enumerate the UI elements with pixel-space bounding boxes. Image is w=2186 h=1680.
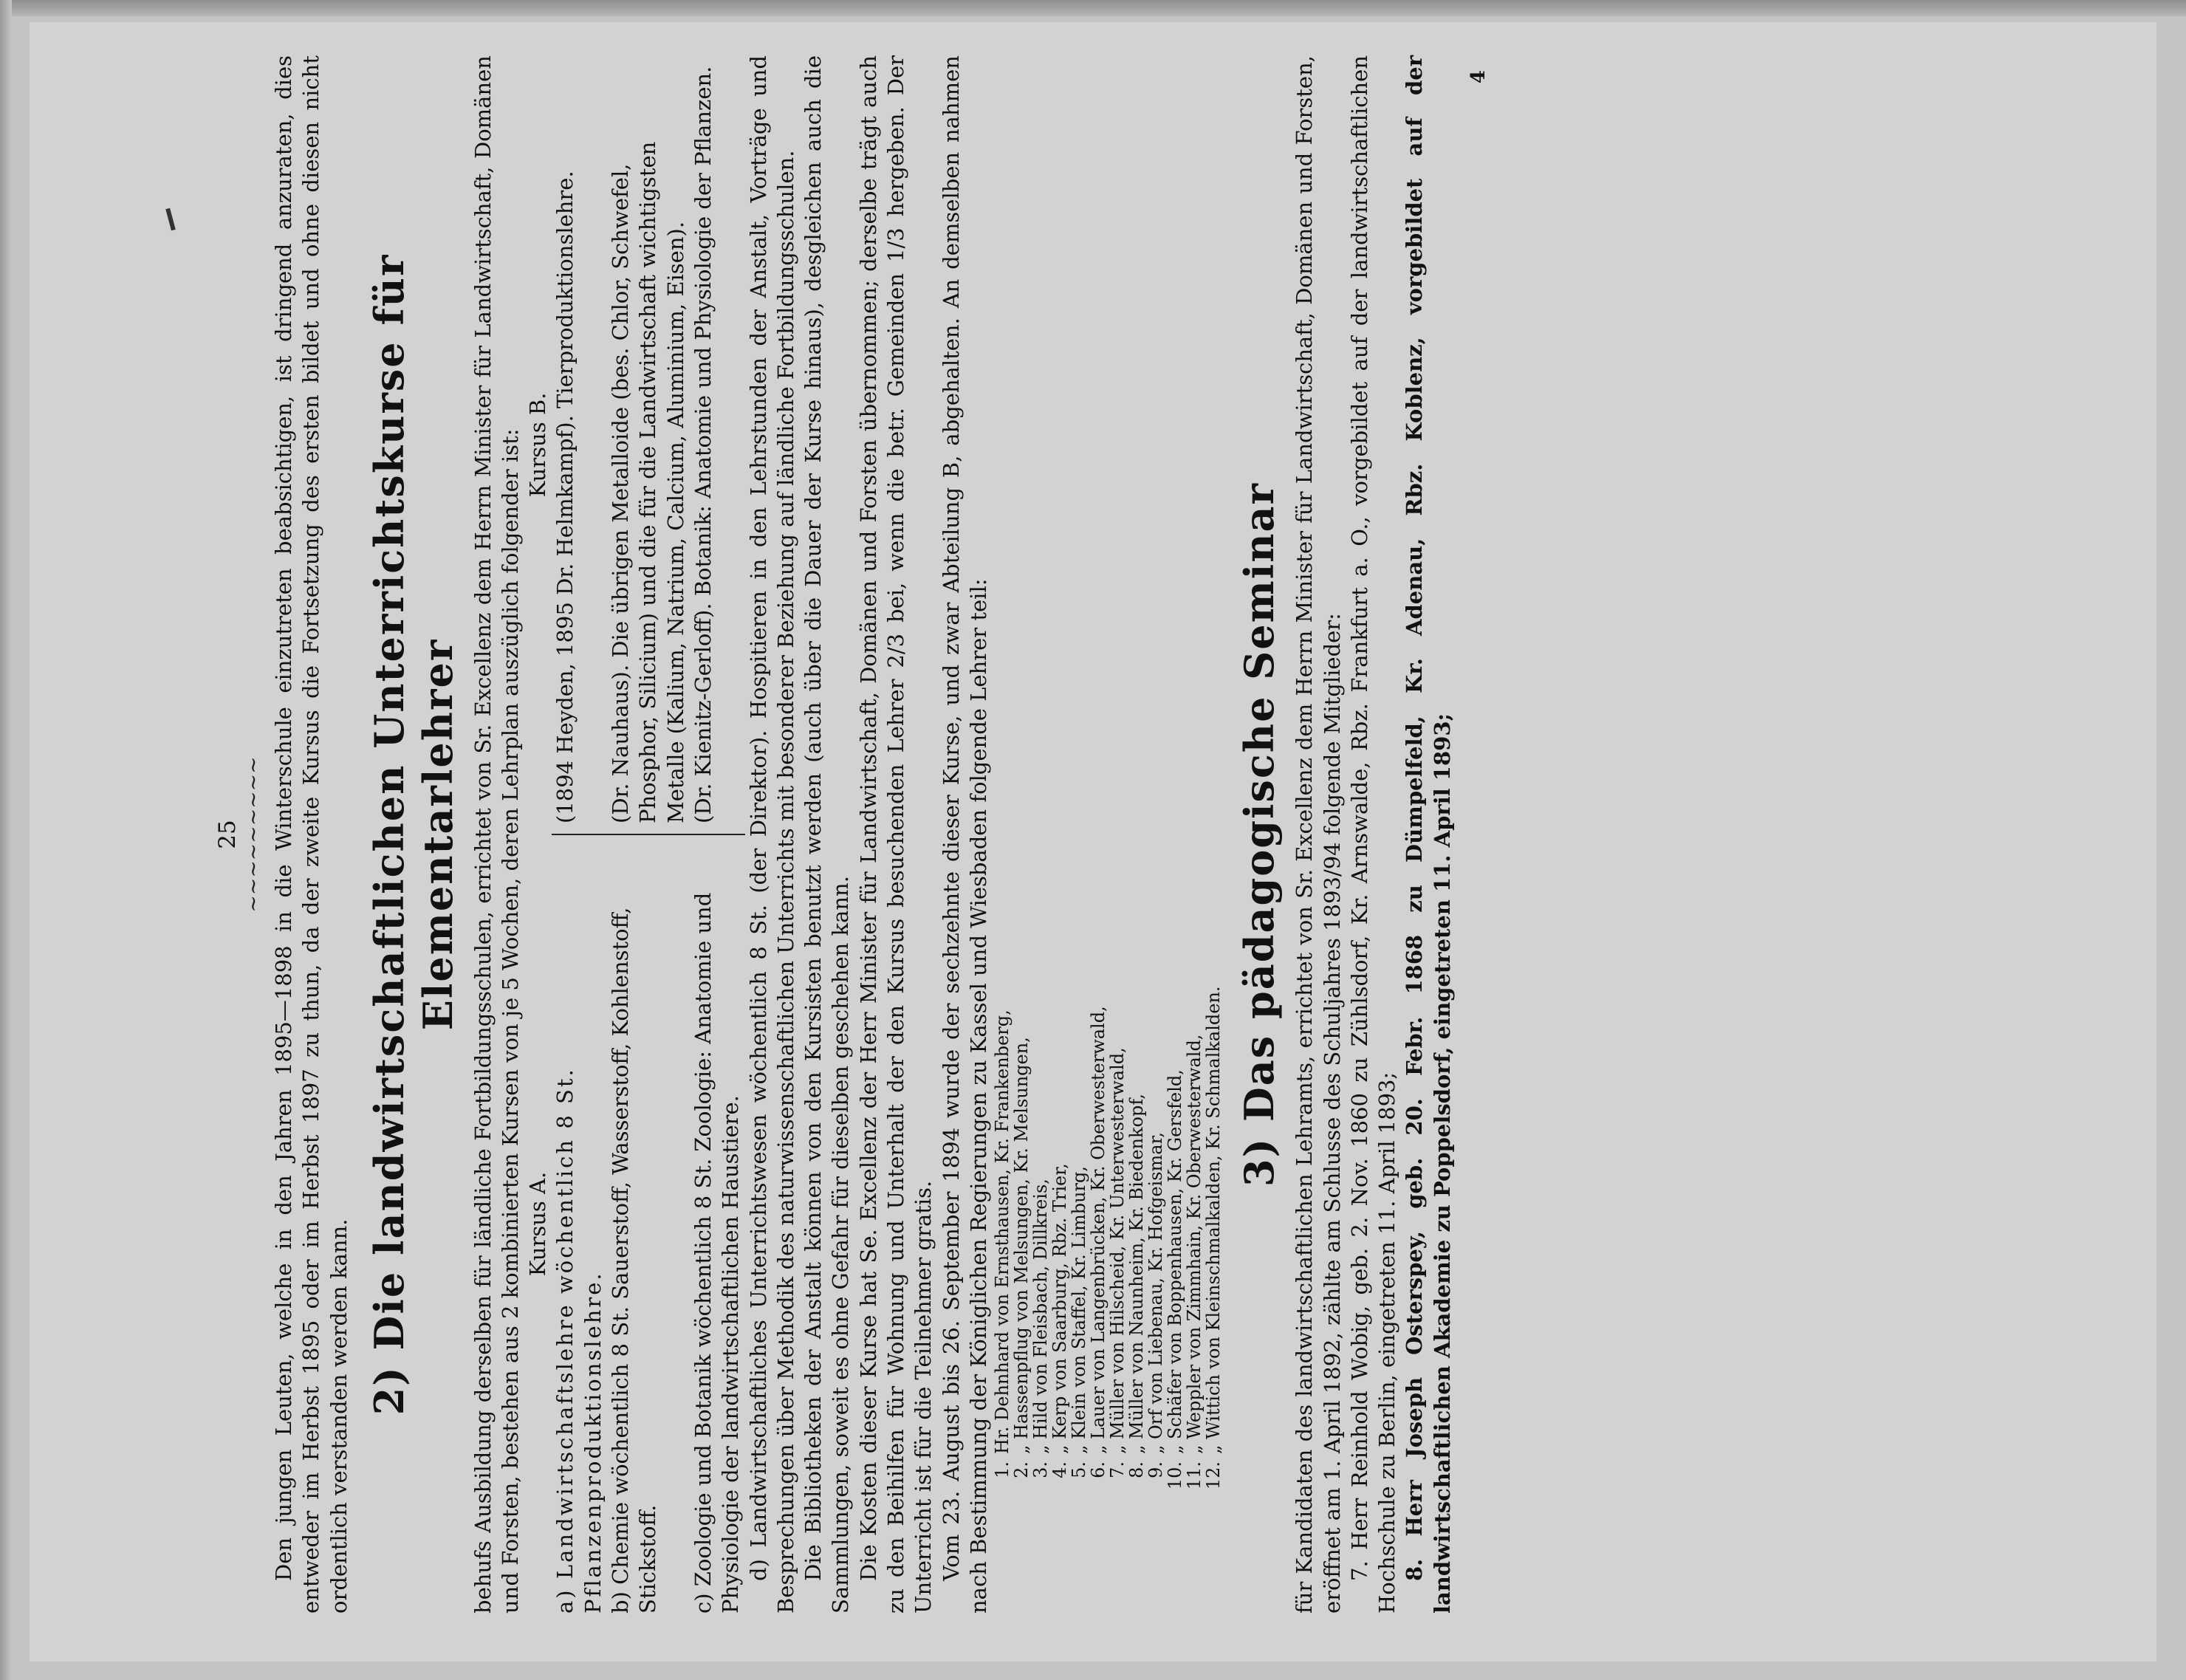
- course-c-left: c) Zoologie und Botanik wöchentlich 8 St. Zoologie: Anatomie und Physiologie der landwirtschaftlichen Haustiere.: [690, 834, 745, 1614]
- course-row-a: [552, 55, 607, 1614]
- course-b-left: b) Chemie wöchentlich 8 St. Sauerstoff, Wasserstoff, Kohlenstoff, Stickstoff.: [607, 834, 690, 1614]
- list-item: 4. „ Kerp von Saarburg, Rbz. Trier,: [1049, 1163, 1071, 1478]
- library-paragraph: Die Bibliotheken der Anstalt können von den Kursisten benutzt werden (auch über die Dauer der Kurse hinaus), desgleichen auch die Sammlungen, soweit es ohne Gefahr für dieselben geschehen kann.: [801, 55, 854, 1614]
- seminar-member-7: 7. Herr Reinhold Wobig, geb. 2. Nov. 1860 zu Zühlsdorf, Kr. Arnswalde, Rbz. Frankfurt a. O., vorgebildet auf der landwirtschaftlichen Hochschule zu Berlin, eingetreten 11. April 1893;: [1346, 55, 1400, 1614]
- intro-paragraph: Den jungen Leuten, welche in den Jahren 1895—1898 in die Winterschule einzutreten beabsichtigen, ist dringend anzuraten, dies entweder im Herbst 1895 oder im Herbst 1897 zu thun, da der zweite Kursus die Fortsetzung des ersten bildet und ohne diesen nicht ordentlich verstanden werden kann.: [271, 55, 352, 1614]
- list-item: 9. „ Orf von Liebenau, Kr. Hofgeismar,: [1145, 1131, 1167, 1478]
- section-2-intro: behufs Ausbildung derselben für ländliche Fortbildungsschulen, errichtet von Sr. Excellenz dem Herrn Minister für Landwirtschaft, Domänen und Forsten, bestehen aus 2 kombinierten Kursen von je 5 Wochen, deren Lehrplan auszüglich folgender ist:: [470, 55, 524, 1614]
- seminar-member-8: 8. Herr Joseph Osterspey, geb. 20. Febr. 1868 zu Dümpelfeld, Kr. Adenau, Rbz. Koblenz, vorgebildet auf der landwirtschaftlichen Akademie zu Poppelsdorf, eingetreten 11. April 1893;: [1402, 55, 1455, 1614]
- list-item: 11. „ Weppler von Zimmhain, Kr. Oberwesterwald,: [1184, 1034, 1205, 1490]
- list-item: 6. „ Lauer von Langenbrücken, Kr. Oberwesterwald,: [1088, 1006, 1109, 1478]
- list-item: 1. Hr. Dehnhard von Ernsthausen, Kr. Frankenberg,: [992, 1009, 1013, 1478]
- list-item: 7. „ Müller von Hilscheid, Kr. Unterwesterwald,: [1107, 1047, 1128, 1478]
- course-row-b: [607, 55, 690, 1614]
- course-b-right: (Dr. Nauhaus). Die übrigen Metalloide (bes. Chlor, Schwefel, Phosphor, Silicium) und die für die Landwirtschaft wichtigsten Metalle (Kalium, Natrium, Calcium, Aluminium, Eisen).: [608, 141, 688, 823]
- dates-paragraph: Vom 23. August bis 26. September 1894 wurde der sechzehnte dieser Kurse, und zwar Abteilung B, abgehalten. An demselben nahmen nach Bestimmung der Königlichen Regierungen zu Kassel und Wiesbaden folgende Lehrer teil:: [938, 55, 991, 1614]
- section-2-heading: 2) Die landwirtschaftlichen Unterrichtskurse für Elementarlehrer: [365, 253, 462, 1416]
- list-item: 12. „ Wittich von Kleinschmalkalden, Kr. Schmalkalden.: [1203, 986, 1224, 1490]
- scan-shadow-top: [0, 0, 2186, 16]
- costs-paragraph: Die Kosten dieser Kurse hat Se. Excellenz der Herr Minister für Landwirtschaft, Domänen und Forsten übernommen; derselbe trägt auch zu den Beihilfen für Wohnung und Unterhalt der den Kursus besuchenden Lehrer 2/3 bei, wenn die betr. Gemeinden 1/3 hergeben. Der Unterricht ist für die Teilnehmer gratis.: [855, 55, 936, 1614]
- list-item: 8. „ Müller von Naunheim, Kr. Biedenkopf,: [1126, 1094, 1148, 1478]
- course-d: d) Landwirtschaftliches Unterrichtswesen wöchentlich 8 St. (der Direktor). Hospitieren in den Lehrstunden der Anstalt, Vorträge und Besprechungen über Methodik des naturwissenschaftlichen Unterrichts mit besonderer Beziehung auf ländliche Fortbildungsschulen.: [745, 55, 798, 1614]
- course-c-right: (Dr. Kienitz-Gerloff). Botanik: Anatomie und Physiologie der Pflanzen.: [690, 66, 716, 823]
- list-item: 10. „ Schäfer von Boppenhausen, Kr. Gersfeld,: [1165, 1069, 1186, 1490]
- course-row-c: [690, 55, 745, 1614]
- course-a-right: (1894 Heyden, 1895 Dr. Helmkampf). Tierproduktionslehre.: [552, 171, 578, 823]
- kurs-b-label: Kursus B.: [525, 392, 551, 498]
- kurs-a-label: Kursus A.: [525, 1171, 551, 1277]
- section-3-intro: für Kandidaten des landwirtschaftlichen Lehramts, errichtet von Sr. Excellenz dem Herrn Minister für Landwirtschaft, Domänen und Forsten, eröffnet am 1. April 1892, zählte am Schlusse des Schuljahres 1893/94 folgende Mitglieder:: [1292, 55, 1345, 1614]
- signature-mark: 4: [1467, 70, 1490, 84]
- page-number: 25: [214, 820, 241, 849]
- list-item: 2. „ Hassenpflug von Melsungen, Kr. Melsungen,: [1011, 1037, 1032, 1478]
- list-item: 5. „ Klein von Staffel, Kr. Limburg,: [1069, 1166, 1090, 1478]
- course-headers: [524, 55, 552, 1614]
- list-item: 3. „ Hild von Fleisbach, Dillkreis,: [1030, 1179, 1052, 1478]
- teacher-list: [993, 55, 1223, 1503]
- page-number-ornament: ∼∼∼∼∼∼∼∼∼: [241, 756, 265, 913]
- rotated-page-content: [214, 55, 2105, 1614]
- section-3-heading: 3) Das pädagogische Seminar: [1236, 482, 1284, 1187]
- scan-shadow-left: [0, 0, 12, 1680]
- course-a-left: a) Landwirtschaftslehre wöchentlich 8 St. Pflanzenproduktionslehre.: [552, 834, 607, 1614]
